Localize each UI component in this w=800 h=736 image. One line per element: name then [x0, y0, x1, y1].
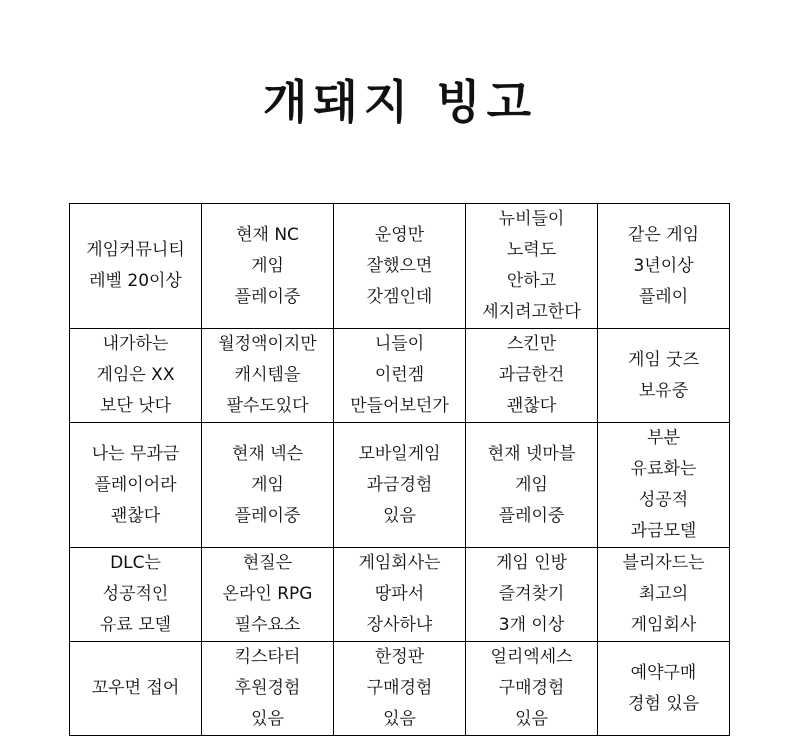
- cell-text: 있음: [383, 709, 416, 729]
- cell-text: 레벨 20이상: [89, 271, 182, 291]
- cell-text: 게임회사: [630, 615, 697, 635]
- cell-text: 게임 인방: [495, 553, 568, 573]
- cell-text: 장사하냐: [366, 615, 433, 635]
- bingo-cell: [202, 642, 334, 736]
- bingo-cell: [202, 423, 334, 548]
- cell-text: 캐시템을: [234, 365, 301, 385]
- bingo-cell: [70, 329, 202, 423]
- bingo-cell: [598, 204, 730, 329]
- cell-text: 갓겜인데: [366, 286, 433, 307]
- bingo-cell: [334, 204, 466, 329]
- cell-text: 플레이: [638, 286, 689, 307]
- cell-text: 플레이중: [234, 286, 301, 307]
- cell-text: 땅파서: [374, 584, 425, 604]
- cell-text: 현재 NC: [236, 224, 299, 245]
- cell-text: 꼬우면 접어: [91, 678, 180, 698]
- cell-text: 잘했으면: [366, 255, 433, 276]
- page-title: 개돼지 빙고: [262, 75, 538, 129]
- bingo-cell: [70, 642, 202, 736]
- cell-text: 얼리엑세스: [490, 647, 573, 667]
- cell-text: 있음: [251, 709, 284, 729]
- cell-text: 현재 넷마블: [487, 443, 576, 464]
- cell-text: 내가하는: [102, 334, 169, 354]
- cell-text: 구매경험: [498, 678, 565, 698]
- bingo-cell: [598, 642, 730, 736]
- bingo-row: [70, 204, 730, 329]
- cell-text: 블리자드는: [622, 553, 705, 573]
- cell-text: 부분: [647, 428, 680, 448]
- bingo-cell: [466, 204, 598, 329]
- cell-text: 괜찮다: [110, 505, 161, 526]
- bingo-cell: [334, 329, 466, 423]
- cell-text: 같은 게임: [627, 224, 700, 245]
- cell-text: 현재 넥슨: [231, 443, 304, 464]
- cell-text: 게임: [251, 255, 284, 276]
- cell-text: 니들이: [374, 334, 425, 354]
- bingo-cell: [334, 642, 466, 736]
- cell-text: 과금모델: [630, 521, 697, 541]
- cell-text: 보유중: [638, 380, 689, 401]
- cell-text: 온라인 RPG: [222, 584, 313, 604]
- cell-text: 과금경험: [366, 474, 433, 495]
- cell-text: 이런겜: [374, 365, 425, 385]
- cell-text: 월정액이지만: [218, 334, 317, 354]
- cell-text: 보단 낫다: [99, 396, 172, 416]
- cell-text: 한정판: [374, 647, 425, 667]
- bingo-row: [70, 423, 730, 548]
- bingo-cell: [466, 329, 598, 423]
- bingo-cell: [334, 548, 466, 642]
- cell-text: 있음: [515, 709, 548, 729]
- bingo-row: [70, 548, 730, 642]
- cell-text: 현질은: [242, 553, 293, 573]
- cell-text: 킥스타터: [234, 647, 301, 667]
- bingo-cell: [466, 642, 598, 736]
- cell-text: 괜찮다: [506, 396, 557, 416]
- cell-text: 최고의: [638, 584, 689, 604]
- cell-text: 유료화는: [630, 459, 697, 479]
- cell-text: 3년이상: [633, 255, 694, 276]
- bingo-cell: [598, 329, 730, 423]
- cell-text: 플레이어라: [94, 474, 177, 495]
- bingo-cell: [70, 548, 202, 642]
- cell-text: 게임: [251, 474, 284, 495]
- cell-text: 스킨만: [506, 334, 557, 354]
- bingo-cell: [70, 204, 202, 329]
- bingo-row: [70, 329, 730, 423]
- cell-text: 게임커뮤니티: [86, 240, 185, 260]
- bingo-row: [70, 642, 730, 736]
- bingo-cell: [334, 423, 466, 548]
- cell-text: 만들어보던가: [350, 396, 449, 416]
- bingo-cell: [598, 423, 730, 548]
- cell-text: DLC는: [110, 553, 161, 573]
- cell-text: 게임은 XX: [96, 365, 175, 385]
- cell-text: 성공적인: [102, 584, 169, 604]
- bingo-cell: [466, 548, 598, 642]
- cell-text: 3개 이상: [498, 615, 565, 635]
- cell-text: 즐겨찾기: [498, 584, 565, 604]
- cell-text: 필수요소: [234, 615, 301, 635]
- cell-text: 예약구매: [630, 662, 697, 683]
- cell-text: 노력도: [506, 240, 557, 260]
- cell-text: 뉴비들이: [498, 209, 565, 229]
- cell-text: 플레이중: [234, 505, 301, 526]
- bingo-grid: [69, 203, 730, 736]
- bingo-cell: [202, 204, 334, 329]
- cell-text: 성공적: [638, 490, 689, 510]
- cell-text: 후원경험: [234, 678, 301, 698]
- cell-text: 구매경험: [366, 678, 433, 698]
- cell-text: 게임 굿즈: [627, 349, 700, 370]
- bingo-cell: [202, 548, 334, 642]
- cell-text: 있음: [383, 505, 416, 526]
- cell-text: 모바일게임: [358, 443, 441, 464]
- bingo-cell: [598, 548, 730, 642]
- cell-text: 과금한건: [498, 365, 565, 385]
- cell-text: 게임회사는: [358, 553, 441, 573]
- cell-text: 유료 모델: [99, 615, 172, 635]
- cell-text: 게임: [515, 474, 548, 495]
- cell-text: 운영만: [374, 224, 425, 245]
- cell-text: 나는 무과금: [91, 443, 180, 464]
- cell-text: 안하고: [506, 271, 557, 291]
- cell-text: 팔수도있다: [226, 396, 309, 416]
- bingo-cell: [70, 423, 202, 548]
- cell-text: 경험 있음: [627, 693, 700, 714]
- bingo-cell: [466, 423, 598, 548]
- cell-text: 플레이중: [498, 505, 565, 526]
- bingo-cell: [202, 329, 334, 423]
- cell-text: 세지려고한다: [482, 302, 581, 322]
